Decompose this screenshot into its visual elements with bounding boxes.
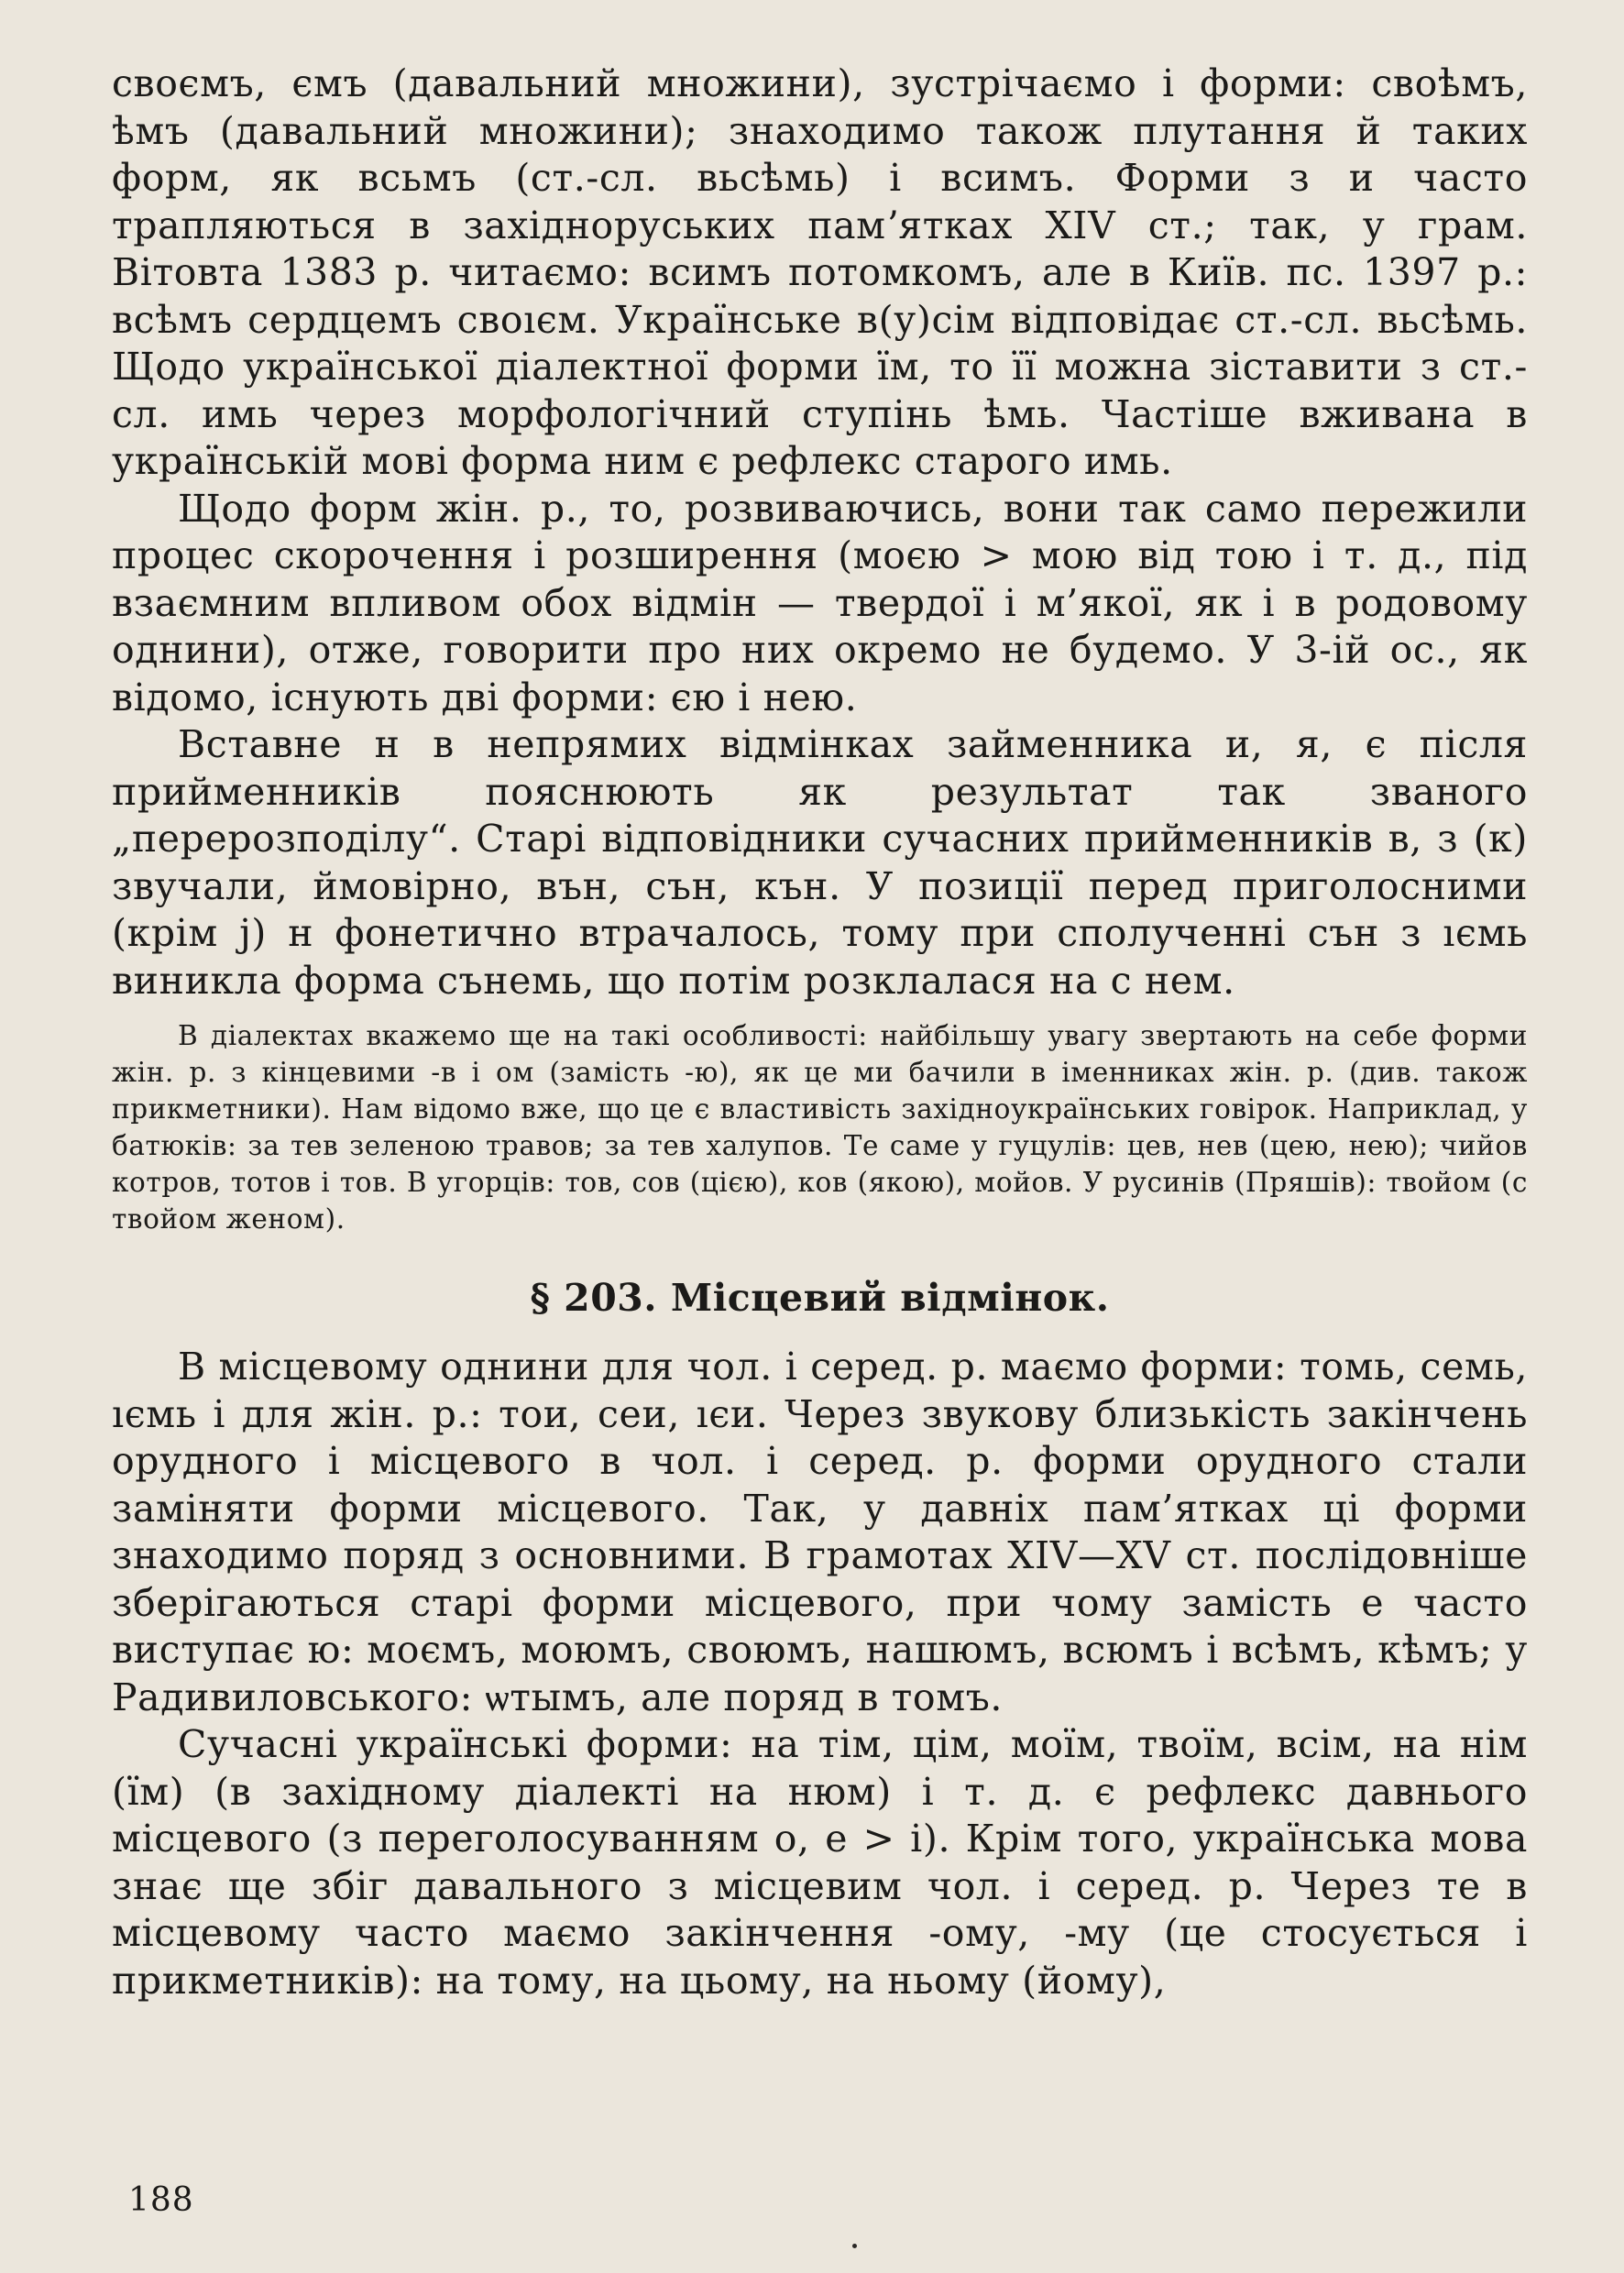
paragraph-3: Вставне н в непрямих відмінках займенника и, я, є після прийменників пояснюють як результат так званого „перерозподілу“. Старі відповідники сучасних прийменників в, з (к) звучали, ймовірно, вън, сън, кън. У позиції перед приголосними (крім j) н фонетично втрачалось, тому при сполученні сън з ıємь виникла форма сънемь, що потім розклалася на с нем. bbox=[112, 722, 1528, 1003]
paragraph-2: Щодо форм жін. р., то, розвиваючись, вони так само пережили процес скорочення і розширення (моєю > мою від тою і т. д., під взаємним впливом обох відмін — твердої і м’якої, як і в родовому однини), отже, говорити про них окремо не будемо. У 3-ій ос., як відомо, існують дві форми: єю і нею. bbox=[112, 486, 1528, 719]
section-paragraph-1: В місцевому однини для чол. і серед. р. маємо форми: томь, семь, ıємь і для жін. р.: тои, сеи, ıєи. Через звукову близькість закінчень орудного і місцевого в чол. і серед. р. форми орудного стали заміняти форми місцевого. Так, у давніх пам’ятках ці форми знаходимо поряд з основними. В грамотах XIV—XV ст. послідовніше зберігаються старі форми місцевого, при чому замість е часто виступає ю: моємъ, моюмъ, своюмъ, нашюмъ, всюмъ і всѣмъ, кѣмъ; у Радивиловського: ѡтымъ, але поряд в томъ. bbox=[112, 1345, 1528, 1719]
text-block bbox=[112, 60, 1528, 2004]
print-dot bbox=[852, 2244, 857, 2248]
page-number: 188 bbox=[128, 2181, 194, 2219]
section-paragraph-2: Сучасні українські форми: на тім, цім, моїм, твоїм, всім, на нім (їм) (в західному діалекті на нюм) і т. д. є рефлекс давнього місцевого (з переголосуванням о, е > і). Крім того, українська мова знає ще збіг давального з місцевим чол. і серед. р. Через те в місцевому часто маємо закінчення -ому, -му (це стосується і прикметників): на тому, на цьому, на ньому (йому), bbox=[112, 1722, 1528, 2003]
paragraph-1: своємъ, ємъ (давальний множини), зустрічаємо і форми: своѣмъ, ѣмъ (давальний множини); знаходимо також плутання й таких форм, як всьмъ (ст.-сл. вьсѣмь) і всимъ. Форми з и часто трапляються в західноруських памʼятках XIV ст.; так, у грам. Вітовта 1383 р. читаємо: всимъ потомкомъ, але в Київ. пс. 1397 р.: всѣмъ сердцемъ своıєм. Українське в(у)сім відповідає ст.-сл. вьсѣмь. Щодо української діалектної форми їм, то її можна зіставити з ст.-сл. имь через морфологічний ступінь ѣмь. Частіше вживана в українській мові форма ним є рефлекс старого имь. bbox=[112, 61, 1528, 483]
section-heading: § 203. Місцевий відмінок. bbox=[530, 1276, 1110, 1320]
dialect-note: В діалектах вкажемо ще на такі особливості: найбільшу увагу звертають на себе форми жін. р. з кінцевими -в і ом (замість -ю), як це ми бачили в іменниках жін. р. (див. також прикметники). Нам відомо вже, що це є властивість західноукраїнських говірок. Наприклад, у батюків: за тев зеленою травов; за тев халупов. Те саме у гуцулів: цев, нев (цею, нею); чийов котров, тотов і тов. В угорців: тов, сов (цією), ков (якою), мойов. У русинів (Пряшів): твойом (с твойом женом). bbox=[112, 1020, 1528, 1235]
